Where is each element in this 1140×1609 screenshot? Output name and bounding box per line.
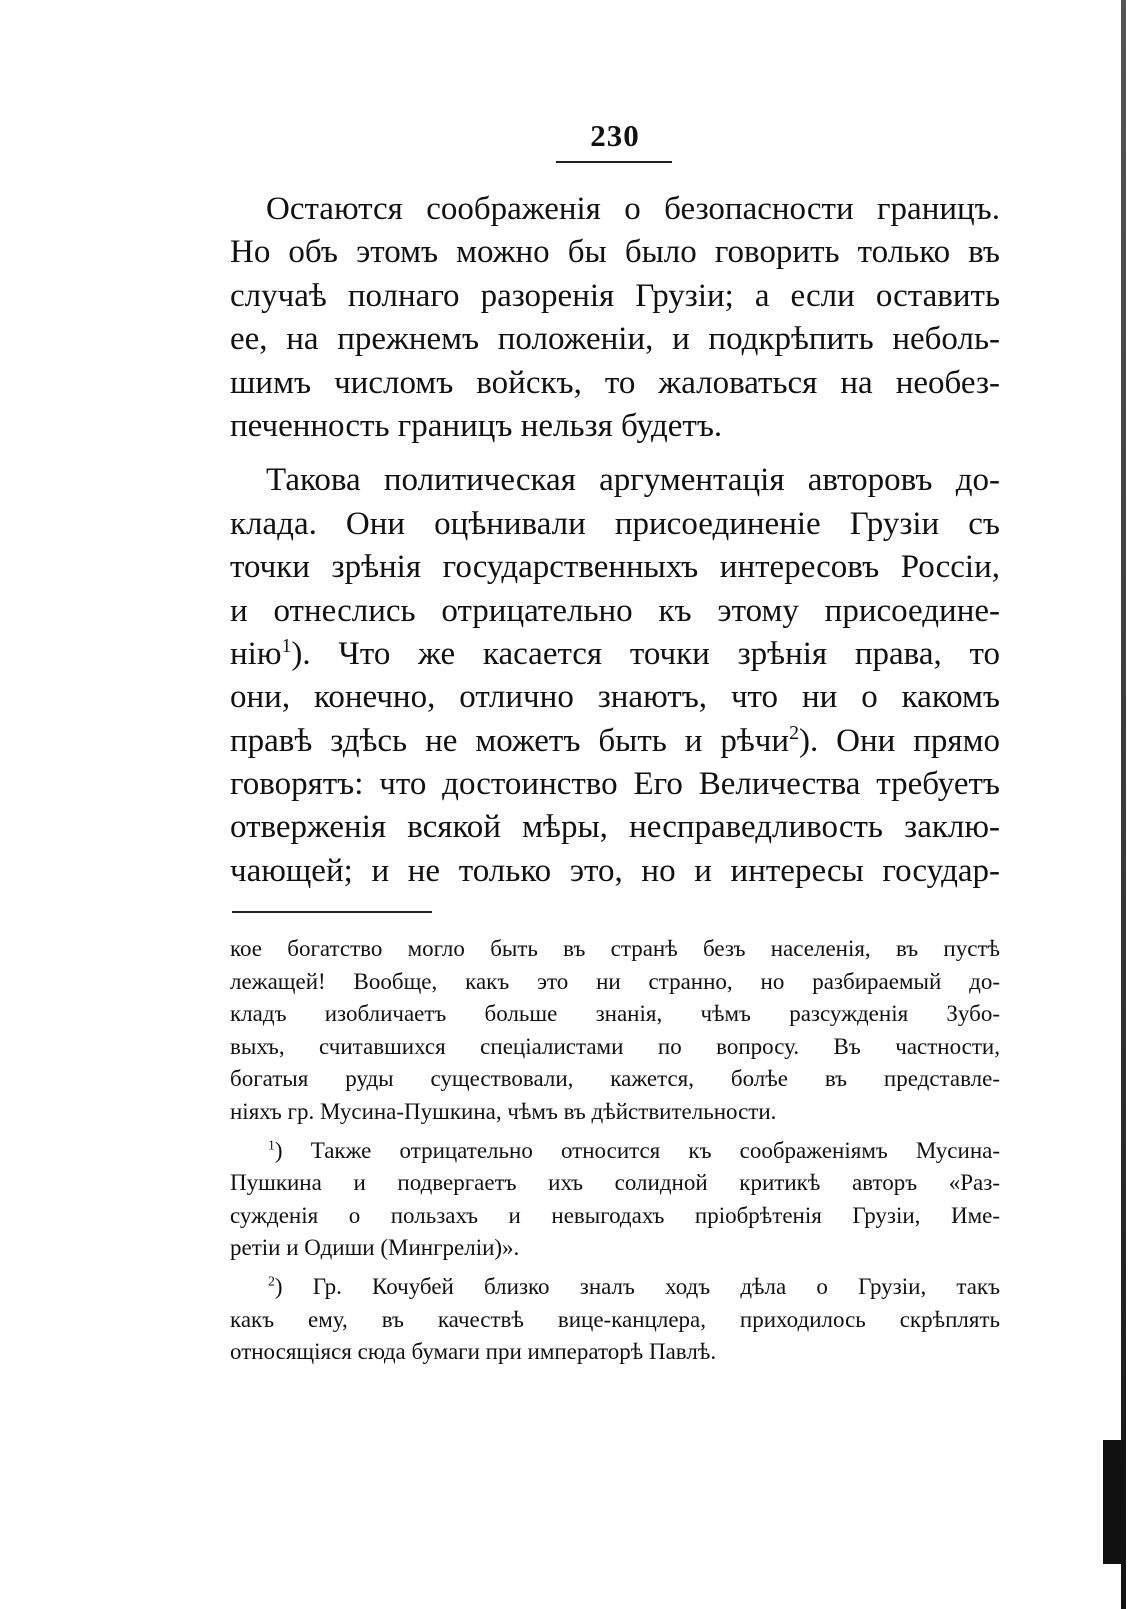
footnote-fragment: ) Гр. Кочубей близко зналъ ходъ дѣла о Грузіи, такъ: [274, 1273, 1000, 1299]
main-text-line: отверженія всякой мѣры, несправедливость заклю-: [230, 809, 1000, 846]
footnote-line: ніяхъ гр. Мусина-Пушкина, чѣмъ въ дѣйствительности.: [230, 1098, 777, 1124]
main-text-line: и отнеслись отрицательно къ этому присоедине-: [230, 592, 1000, 629]
page-edge-mark: [1103, 1440, 1125, 1564]
footnote-1-line: ретіи и Одиши (Мингреліи)».: [230, 1235, 520, 1261]
footnote-marker-2: 2: [268, 1273, 275, 1289]
footnote-1-line: Пушкина и подвергаетъ ихъ солидной критикѣ авторъ «Раз-: [230, 1170, 1000, 1196]
footnote-line: выхъ, считавшихся спеціалистами по вопросу. Въ частности,: [230, 1033, 1000, 1059]
main-text-line: шимъ числомъ войскъ, то жаловаться на необез-: [230, 364, 1000, 401]
main-text-line: говорятъ: что достоинство Его Величества требуетъ: [230, 766, 1000, 803]
main-text-line: [230, 720, 1000, 763]
main-text-fragment: ). Они прямо: [798, 722, 1000, 759]
footnote-1-line: сужденія о пользахъ и невыгодахъ пріобрѣтенія Грузіи, Име-: [230, 1202, 1000, 1228]
footnote-line: лежащей! Вообще, какъ это ни странно, но разбираемый до-: [230, 968, 1000, 994]
main-text-line: клада. Они оцѣнивали присоединеніе Грузіи съ: [230, 505, 1000, 542]
page-edge-shadow: [1121, 0, 1126, 1609]
footnote-2-line: какъ ему, въ качествѣ вице-канцлера, приходилось скрѣплять: [230, 1306, 1000, 1332]
page-number: 230: [590, 118, 640, 153]
main-text-fragment: ). Что же касается точки зрѣнія права, то: [291, 635, 1000, 672]
footnote-line: кое богатство могло быть въ странѣ безъ населенія, въ пустѣ: [230, 936, 1000, 961]
main-text-line: печенность границъ нельзя будетъ.: [230, 407, 723, 444]
main-text-line: они, конечно, отлично знаютъ, что ни о какомъ: [230, 679, 1000, 716]
main-text-line: ее, на прежнемъ положеніи, и подкрѣпить неболь-: [230, 321, 1000, 358]
footnotes: [230, 933, 1000, 1369]
main-text-line: [230, 633, 1000, 676]
footnote-ref-2: 2: [789, 721, 799, 744]
main-text: [230, 188, 1000, 893]
footnote-2-line: относящіяся сюда бумаги при императорѣ Павлѣ.: [230, 1339, 717, 1365]
footnote-separator: [232, 911, 432, 913]
footnote-line: богатыя руды существовали, кажется, болѣе въ представле-: [230, 1066, 1000, 1092]
main-text-fragment: правѣ здѣсь не можетъ быть и рѣчи: [230, 722, 790, 759]
main-text-line: Но объ этомъ можно бы было говорить только въ: [230, 234, 1000, 271]
main-text-line: Такова политическая аргументація авторовъ до-: [266, 462, 1000, 499]
footnote-marker-1: 1: [268, 1136, 275, 1152]
main-text-line: Остаются соображенія о безопасности границъ.: [266, 191, 1000, 227]
footnote-line: кладъ изобличаетъ больше знанія, чѣмъ разсужденія Зубо-: [230, 1001, 1000, 1027]
page-number-rule: [556, 161, 672, 163]
main-text-fragment: нію: [230, 635, 282, 672]
footnote-ref-1: 1: [281, 634, 292, 657]
footnote-fragment: ) Также отрицательно относится къ соображеніямъ Мусина-: [274, 1137, 1000, 1163]
main-text-line: чающей; и не только это, но и интересы государ-: [230, 852, 1000, 889]
footnote-2-line: [230, 1271, 1000, 1304]
main-text-line: случаѣ полнаго разоренія Грузіи; а если оставить: [230, 277, 1000, 314]
main-text-line: точки зрѣнія государственныхъ интересовъ Россіи,: [230, 549, 1000, 586]
footnote-1-line: [230, 1135, 1000, 1168]
paragraph-gap: [230, 448, 1000, 459]
